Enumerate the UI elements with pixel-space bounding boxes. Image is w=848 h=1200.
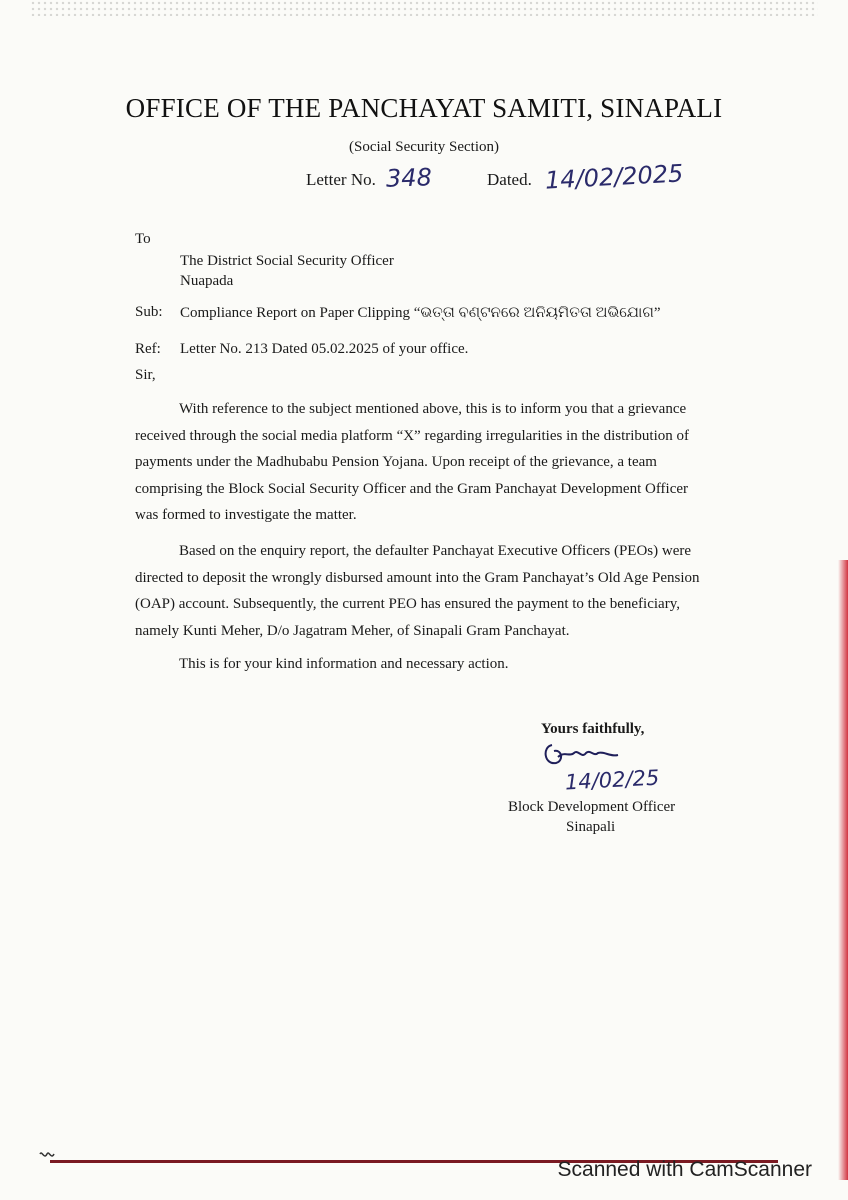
body-paragraph-2 bbox=[135, 538, 715, 644]
closing-paragraph: This is for your kind information and necessary action. bbox=[179, 656, 509, 672]
reference-label: Ref: bbox=[135, 341, 161, 357]
dated-value: 14/02/2025 bbox=[544, 159, 684, 195]
subject-text: Compliance Report on Paper Clipping “ଭତ୍ତା ବଣ୍ଟନରେ ଅନିୟମିତତା ଅଭିଯୋଗ” bbox=[180, 305, 661, 321]
signatory-designation: Block Development Officer bbox=[508, 799, 676, 815]
letter-no-value: 348 bbox=[385, 163, 433, 193]
reference-text: Letter No. 213 Dated 05.02.2025 of your office. bbox=[180, 341, 469, 357]
body-paragraph-1 bbox=[135, 396, 715, 529]
signature-date: 14/02/25 bbox=[564, 765, 660, 795]
red-page-edge bbox=[838, 560, 848, 1180]
salutation: Sir, bbox=[135, 367, 156, 383]
scanner-watermark: Scanned with CamScanner bbox=[557, 1158, 812, 1181]
recipient-line-2: Nuapada bbox=[180, 273, 234, 289]
paragraph-line: With reference to the subject mentioned above, this is to inform you that a grievance bbox=[179, 401, 687, 417]
paragraph-line: (OAP) account. Subsequently, the current PEO has ensured the payment to the beneficiary, bbox=[135, 596, 680, 612]
dated-label: Dated. bbox=[487, 170, 532, 189]
to-label: To bbox=[135, 231, 151, 247]
valediction: Yours faithfully, bbox=[541, 721, 645, 737]
recipient-line-1: The District Social Security Officer bbox=[180, 253, 394, 269]
perforation-edge bbox=[30, 0, 818, 16]
letter-no-label: Letter No. bbox=[306, 170, 376, 189]
paragraph-line: received through the social media platform “X” regarding irregularities in the distribution of bbox=[135, 427, 689, 444]
office-title: OFFICE OF THE PANCHAYAT SAMITI, SINAPALI bbox=[125, 93, 723, 123]
paragraph-line: payments under the Madhubabu Pension Yojana. Upon receipt of the grievance, a team bbox=[135, 454, 657, 470]
paragraph-line: Based on the enquiry report, the defaulter Panchayat Executive Officers (PEOs) were bbox=[179, 543, 692, 559]
paragraph-line: namely Kunti Meher, D/o Jagatram Meher, of Sinapali Gram Panchayat. bbox=[135, 622, 570, 639]
paragraph-line: directed to deposit the wrongly disbursed amount into the Gram Panchayat’s Old Age Pension bbox=[135, 569, 700, 586]
subject-label: Sub: bbox=[135, 304, 163, 320]
paragraph-line: comprising the Block Social Security Officer and the Gram Panchayat Development Officer bbox=[135, 480, 689, 497]
section-name: (Social Security Section) bbox=[349, 139, 499, 155]
paragraph-line: was formed to investigate the matter. bbox=[135, 507, 357, 523]
signatory-place: Sinapali bbox=[566, 819, 616, 835]
